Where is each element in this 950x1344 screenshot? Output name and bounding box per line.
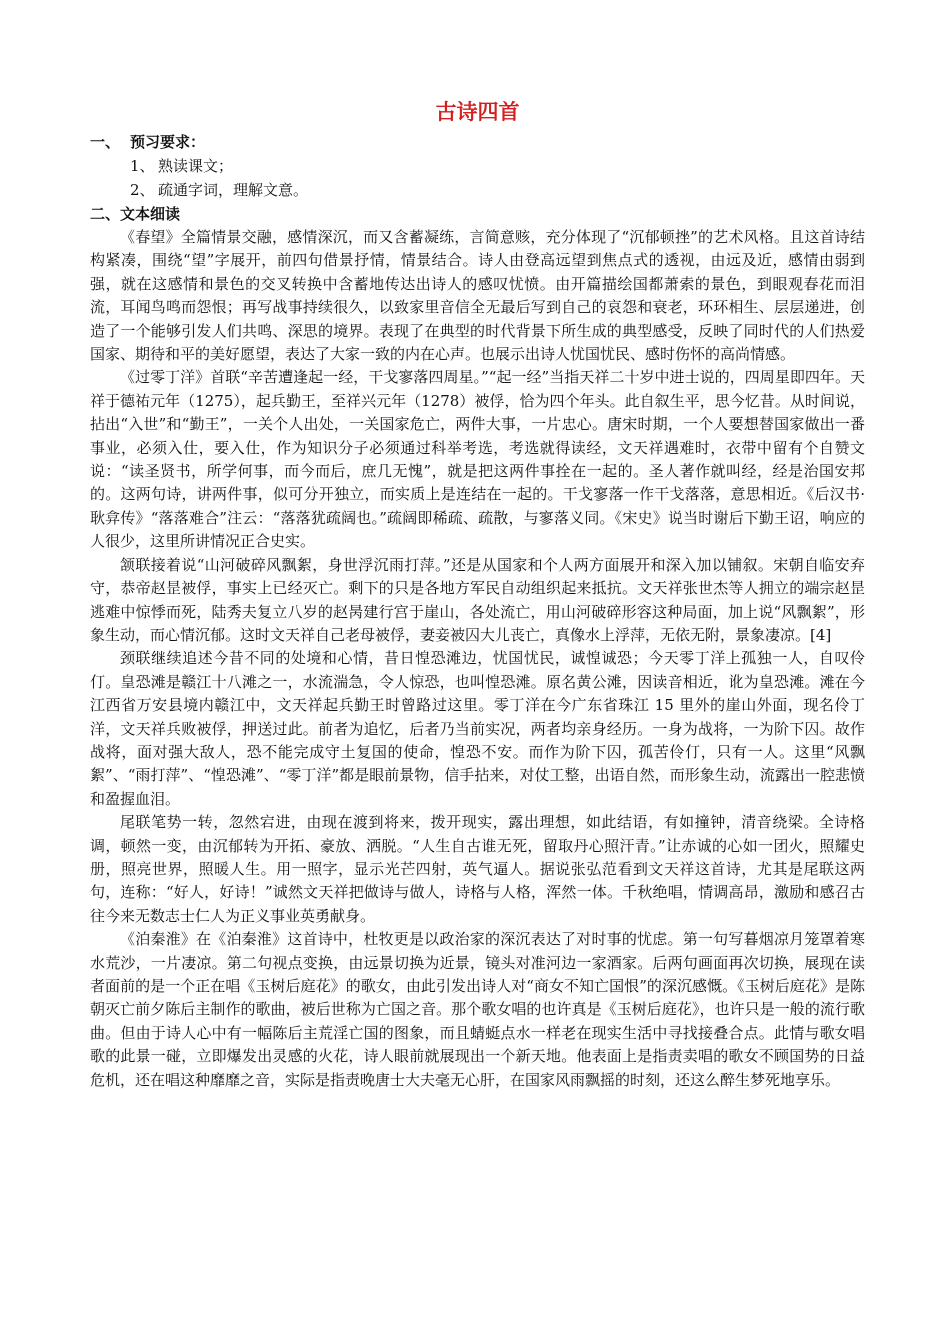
- document-title: 古诗四首: [435, 99, 520, 124]
- paragraph-hanlian: 颔联接着说“山河破碎风飘絮，身世浮沉雨打萍。”还是从国家和个人两方面展开和深入加以铺叙。宋朝自临安弃守，恭帝赵昰被俘，事实上已经灭亡。剩下的只是各地方军民自动组织起来抵抗。文天祥张世杰等人拥立的端宗赵昰逃难中惊悸而死，陆秀夫复立八岁的赵昺建行宫于崖山，各处流亡，用山河破碎形容这种局面，加上说“风飘絮”，形象生动，而心情沉郁。这时文天祥自己老母被俘，妻妾被囚大儿丧亡，真像水上浮萍，无依无附，景象凄凉。[4]: [90, 555, 865, 644]
- list-item: [90, 178, 865, 202]
- list-text: 熟读课文；: [158, 157, 234, 175]
- section-number: 一、: [90, 133, 121, 151]
- paragraph-weilian: 尾联笔势一转，忽然宕进，由现在渡到将来，拨开现实，露出理想，如此结语，有如撞钟，清音绕梁。全诗格调，顿然一变，由沉郁转为开拓、豪放、洒脱。“人生自古谁无死，留取丹心照汗青。”让赤诚的心如一团火，照耀史册，照亮世界，照暖人生。用一照字，显示光芒四射，英气逼人。据说张弘范看到文天祥这首诗，尤其是尾联这两句，连称：“好人，好诗！”诚然文天祥把做诗与做人，诗格与人格，浑然一体。千秋绝唱，情调高昂，激励和感召古往今来无数志士仁人为正义事业英勇献身。: [90, 813, 865, 925]
- list-number: 2、: [130, 181, 155, 199]
- paragraph-boqinhuai: 《泊秦淮》在《泊秦淮》这首诗中，杜牧更是以政治家的深沉表达了对时事的忧虑。第一句写暮烟凉月笼罩着寒水荒沙，一片凄凉。第二句视点变换，由远景切换为近景，镜头对准河边一家酒家。后两句画面再次切换，展现在读者面前的是一个正在唱《玉树后庭花》的歌女，由此引发出诗人对“商女不知亡国恨”的深沉感慨。《玉树后庭花》是陈朝灭亡前夕陈后主制作的歌曲，被后世称为亡国之音。那个歌女唱的也许真是《玉树后庭花》，也许只是一般的流行歌曲。但由于诗人心中有一幅陈后主荒淫亡国的图象，而且蜻蜓点水一样老在现实生活中寻找接叠合点。此情与歌女唱歌的此景一碰，立即爆发出灵感的火花，诗人眼前就展现出一个新天地。他表面上是指责卖唱的歌女不顾国势的日益危机，还在唱这种靡靡之音，实际是指责晚唐士大夫毫无心肝，在国家风雨飘摇的时刻，还这么醉生梦死地享乐。: [90, 930, 865, 1089]
- section-heading-reading: 二、文本细读: [90, 205, 181, 223]
- list-item: [90, 154, 865, 178]
- list-number: 1、: [130, 157, 155, 175]
- document-page: [90, 96, 865, 1092]
- paragraph-jinglian: 颈联继续追述今昔不同的处境和心情，昔日惶恐滩边，忧国忧民，诚惶诚恐；今天零丁洋上孤独一人，自叹伶仃。皇恐滩是赣江十八滩之一，水流湍急，令人惊恐，也叫惶恐滩。原名黄公滩，因读音相近，讹为皇恐滩。滩在今江西省万安县境内赣江中，文天祥起兵勤王时曾路过这里。零丁洋在今广东省珠江 15 里外的崖山外面，现名伶丁洋，文天祥兵败被俘，押送过此。前者为追忆，后者乃当前实况，两者均亲身经历。一身为战将，一为阶下囚。故作战将，面对强大敌人，恐不能完成守土复国的使命，惶恐不安。而作为阶下囚，孤苦伶仃，只有一人。这里“风飘絮”、“雨打萍”、“惶恐滩”、“零丁洋”都是眼前景物，信手拈来，对仗工整，出语自然，而形象生动，流露出一腔悲愤和盈握血泪。: [90, 649, 865, 808]
- section-heading-preview: [90, 130, 865, 154]
- section-label: 预习要求：: [130, 133, 206, 151]
- list-text: 疏通字词，理解文意。: [158, 181, 309, 199]
- paragraph-chunwang: 《春望》全篇情景交融，感情深沉，而又含蓄凝练，言简意赅，充分体现了“沉郁顿挫”的艺术风格。且这首诗结构紧凑，围绕“望”字展开，前四句借景抒情，情景结合。诗人由登高远望到焦点式的透视，由远及近，感情由弱到强，就在这感情和景色的交叉转换中含蓄地传达出诗人的感叹忧愤。由开篇描绘国都萧索的景色，到眼观春花而泪流，耳闻鸟鸣而怨恨；再写战事持续很久，以致家里音信全无最后写到自己的哀怨和衰老，环环相生、层层递进，创造了一个能够引发人们共鸣、深思的境界。表现了在典型的时代背景下所生成的典型感受，反映了同时代的人们热爱国家、期待和平的美好愿望，表达了大家一致的内在心声。也展示出诗人忧国忧民、感时伤怀的高尚情感。: [90, 228, 865, 364]
- paragraph-guolingdingyang-shoulian: 《过零丁洋》首联“辛苦遭逢起一经，干戈寥落四周星。”“起一经”当指天祥二十岁中进士说的，四周星即四年。天祥于德祐元年（1275），起兵勤王，至祥兴元年（1278）被俘，恰为四个年头。此自叙生平，思今忆昔。从时间说，拈出“入世”和“勤王”，一关个人出处，一关国家危亡，两件大事，一片忠心。唐宋时期，一个人要想替国家做出一番事业，必须入仕，要入仕，作为知识分子必须通过科举考选，考选就得读经，文天祥遇难时，衣带中留有个自赞文说：“读圣贤书，所学何事，而今而后，庶几无愧”，就是把这两件事拴在一起的。圣人著作就叫经，经是治国安邦的。这两句诗，讲两件事，似可分开独立，而实质上是连结在一起的。干戈寥落一作干戈落落，意思相近。《后汉书·耿弇传》“落落难合”注云：“落落犹疏阔也。”疏阔即稀疏、疏散，与寥落义同。《宋史》说当时谢后下勤王诏，响应的人很少，这里所讲情况正合史实。: [90, 368, 865, 551]
